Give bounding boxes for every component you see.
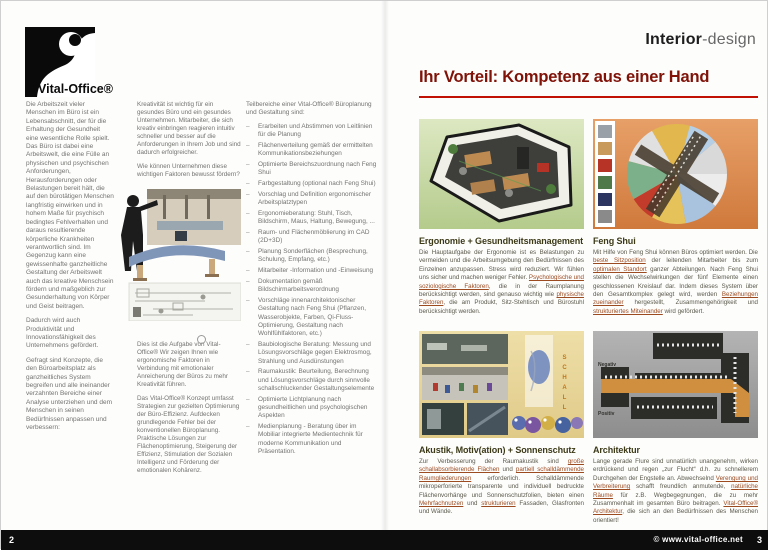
planning-list-item: – Mitarbeiter -Information und -Einweisung: [246, 267, 380, 275]
akustik-photo-collage: [419, 331, 584, 438]
planning-list-item: – Erarbeiten und Abstimmen von Leitlinien für die Planung: [246, 123, 380, 140]
vital-office-logo: [25, 27, 137, 103]
curtain-band: [525, 335, 553, 407]
panel-title: Feng Shui: [593, 236, 636, 246]
panel-body: [419, 249, 584, 316]
footer-bar: [1, 530, 768, 550]
text-link[interactable]: natürliche Räume: [593, 483, 758, 499]
section-title: [645, 31, 756, 49]
text-link[interactable]: strukturiertes Miteinander: [593, 307, 663, 315]
text-link[interactable]: physische Faktoren: [419, 291, 584, 307]
planning-list-item: – Baubiologische Beratung: Messung und Lösungsvorschläge gegen Elektrosmog, Strahlung und Ausdünstungen: [246, 341, 380, 366]
body-paragraph: Die Arbeitszeit vieler Menschen im Büro ist ein Lebensabschnitt, der für die Erhaltung der Gesundheit eine wesentliche Rolle spielt. Das Büro ist dabei eine Arbeitswelt, die eine Fülle an physischen und psychischen Anforderungen, Herausforderungen oder Belastungen bereit hält, die auf den bürotätigen Menschen langfristig einwirken und in hohem Maße für psychisch bedingtes Fehlverhalten und daraus resultierende körperliche Krankheiten verantwortlich sind. Im Gegenzug kann eine gewissenhafte ganzheitliche Gestaltung der Arbeitswelt auch das kreative Menschsein fördern und maßgeblich zur Gesunderhaltung von Körper und Geist beitragen.: [26, 101, 114, 310]
panel-akustik: [419, 331, 584, 517]
text-link[interactable]: Beziehungen zueinander: [593, 291, 758, 307]
text-link[interactable]: Mehrfachnutzen: [419, 500, 464, 508]
text-run: , die sich an den Bedürfnissen des Menschen orientiert!: [593, 508, 758, 524]
text-run: , die in der Raumplanung berücksichtigt werden, sind genauso wichtig wie: [419, 282, 584, 299]
page-number-right: 3: [756, 535, 762, 545]
planning-list-item: – Vorschlag und Definition ergonomischer Arbeitsplatztypen: [246, 191, 380, 208]
text-run: Die Hauptaufgabe der Ergonomie ist es Belastungen zu vermeiden und die Arbeitsumgebung den Bedürfnissen des Einzelnen anzupassen. Stress wird reduziert. Wir fühlen uns sicher und machen weniger Fehler.: [419, 249, 584, 282]
text-link[interactable]: große schallabsorbierende Flächen: [419, 458, 584, 474]
headline-rule: [419, 96, 758, 98]
panel-title: Ergonomie + Gesundheitsmanagement: [419, 236, 583, 246]
planning-list-item: – Raumakustik: Beurteilung, Berechnung und Lösungsvorschläge durch sinnvolle schallschluckender Gestaltungselemente: [246, 368, 380, 393]
body-paragraph: Kreativität ist wichtig für ein gesundes Büro und ein gesundes Unternehmen. Mitarbeiter, die sich kreativ einbringen reagieren intuitiv schneller und besser auf die Anforderungen in Ihrem Job und sind dadurch erfolgreicher.: [137, 101, 241, 156]
text-link[interactable]: Psychologische und soziologische Faktoren: [419, 274, 584, 290]
planning-list-item: – Ergonomieberatung: Stuhl, Tisch, Bildschirm, Maus, Haltung, Bewegung, ...: [246, 210, 380, 227]
planning-list-item: – Medienplanung - Beratung über im Mobiliar integrierte Medientechnik für moderne Kommunikation und Präsentation.: [246, 423, 380, 456]
panel-body: [593, 458, 758, 525]
planning-list-item: – Optimierte Lichtplanung nach gesundheitlichen und psychologischen Aspekten: [246, 396, 380, 421]
body-paragraph: Dadurch wird auch Produktivität und Innovationsfähigkeit des Unternehmens gefördert.: [26, 317, 99, 350]
planning-list-item: – Dokumentation gemäß Bildschirmarbeitsverordnung: [246, 278, 380, 295]
left-column-3: [246, 101, 380, 459]
planning-list-item: – Farbgestaltung (optional nach Feng Shui): [246, 180, 380, 188]
panel-body: [593, 249, 758, 316]
text-link[interactable]: partiell schalldämmende Raumgliederungen: [419, 466, 584, 482]
text-link[interactable]: Verengung und Verbreiterung: [593, 474, 758, 491]
text-link[interactable]: Vital-Office® Architektur: [593, 500, 758, 516]
panel-title: Architektur: [593, 445, 640, 455]
panel-architektur: [593, 331, 758, 525]
text-run: Fassaden, Glasfronten und Wände.: [419, 500, 584, 516]
text-run: ganzer Abteilungen. Nach Feng Shui stellen die Wechselwirkungen der fünf Elemente einen geschlossenen Kreislauf dar. Indem dieses System über den Gesamtkomplex gelegt wird, werden: [593, 265, 758, 299]
text-run: erforderlich. Schalldämmende mikroperforierte transparente und individuell bedruckte Flächenvorhänge und Sonnenschutzfolien, bieten einen: [419, 474, 584, 499]
body-paragraph: Gefragt sind Konzepte, die den Büroarbeitsplatz als ganzheitliches System begreifen und alle ineinander verzahnten Bereiche einer Analyse unterziehen und dem Menschen in seinen Bedürfnissen anpassen und verbessern:: [26, 356, 113, 432]
panel-feng-shui: [593, 119, 758, 316]
section-title-bold: Interior: [645, 31, 703, 48]
element-icon-strip: [595, 121, 615, 227]
feng-shui-bagua-illustration: [593, 119, 758, 229]
panel-body: [419, 458, 584, 517]
office-photo: [147, 189, 241, 245]
brand-name: Vital-Office®: [38, 82, 113, 96]
section-title-light: -design: [702, 31, 756, 48]
body-paragraph: Wie können Unternehmen diese wichtigen Faktoren bewusst fördern?: [137, 163, 240, 178]
text-run: wird gefördert.: [662, 307, 705, 315]
column-2-top: [137, 101, 241, 179]
copyright-url[interactable]: © www.vital-office.net: [653, 535, 743, 544]
body-paragraph: Dies ist die Aufgabe von Vital-Office® Wir zeigen Ihnen wie ergonomische Faktoren in Verbindung mit emotionaler Anreicherung der Büros zu mehr Kreativität führen.: [137, 341, 229, 388]
left-column-1: [26, 101, 114, 438]
text-run: schafft freundlich anmutende,: [630, 483, 732, 491]
page-headline: Ihr Vorteil: Kompetenz aus einer Hand: [419, 68, 710, 86]
positiv-label: Positiv: [598, 411, 615, 417]
text-run: und: [463, 500, 482, 508]
body-paragraph: Das Vital-Office® Konzept umfasst Strategien zur gezielten Optimierung der Büro-Effizienz. Aufdecken grundlegende Fehler bei der konventionellen Büroplanung. Praktische Lösungen zur Flächenoptimierung, Steigerung der Effizienz, Stimulation der Sozialen Intelligenz und Förderung der emotionalen Kohärenz.: [137, 395, 240, 474]
text-run: Zur Verbesserung der Raumakustik sind: [419, 458, 568, 465]
planning-list-item: – Optimierte Bereichszuordnung nach Feng Shui: [246, 161, 380, 178]
panel-title: Akustik, Motiv(ation) + Sonnenschutz: [419, 445, 576, 455]
text-link[interactable]: strukturieren: [481, 500, 516, 508]
text-run: und: [499, 466, 516, 474]
text-link[interactable]: optimalen Standort: [593, 265, 647, 273]
text-run: , die am Produkt, Sitz-Stehtisch und Bürostuhl berücksichtigt werden.: [419, 299, 584, 315]
planning-list-item: – Planung Sonderflächen (Besprechung, Schulung, Empfang, etc.): [246, 248, 380, 265]
architektur-floorplan-illustration: [593, 331, 758, 438]
planning-list-intro: Teilbereiche einer Vital-Office® Büroplanung und Gestaltung sind:: [246, 101, 372, 117]
planning-list-item: – Flächenverteilung gemäß der ermittelten Kommunikationsbeziehungen: [246, 142, 380, 159]
panel-ergonomie: [419, 119, 584, 316]
page-number-left: 2: [9, 535, 15, 545]
text-run: Mit Hilfe von Feng Shui können Büros optimiert werden. Die: [593, 249, 758, 256]
floorplan-sketch: [129, 283, 241, 321]
office-collage-illustration: [113, 189, 241, 321]
planning-list-item: – Raum- und Flächenmöblierung im CAD (2D+3D): [246, 229, 380, 246]
schall-vertical-label: SCHALL: [562, 355, 567, 411]
negativ-label: Negativ: [598, 362, 617, 368]
text-run: der leitenden Mitarbeiter bis zum: [645, 257, 758, 265]
ergonomie-room-illustration: [419, 119, 584, 229]
text-run: für z.B. Wegbegegnungen, die zu mehr Zusammenhalt im gesamten Büro beitragen.: [593, 491, 758, 508]
page-fold: [381, 1, 389, 550]
planning-list: [246, 123, 380, 457]
planning-list-item: – Vorschläge innenarchitektonischer Gestaltung nach Feng Shui (Pflanzen, Wasserobjekte, Farben, Qi-Fluss-Optimierung, Gestaltung nach Wohlfühlfaktoren, etc.): [246, 297, 380, 338]
info-icon: [197, 335, 206, 344]
text-link[interactable]: beste Sitzposition: [593, 257, 646, 265]
height-adjustable-desk: [129, 245, 225, 281]
column-2-bottom: [137, 341, 241, 475]
text-run: hergestellt, Zusammengehörigkeit und: [623, 299, 758, 307]
text-run: Lange gerade Flure sind unnatürlich unangenehm, wirken erdrückend und regen „zur Flucht“ d.h. zu schnellerem Durchgehen der Engstelle an. Abwechselnd: [593, 458, 758, 482]
